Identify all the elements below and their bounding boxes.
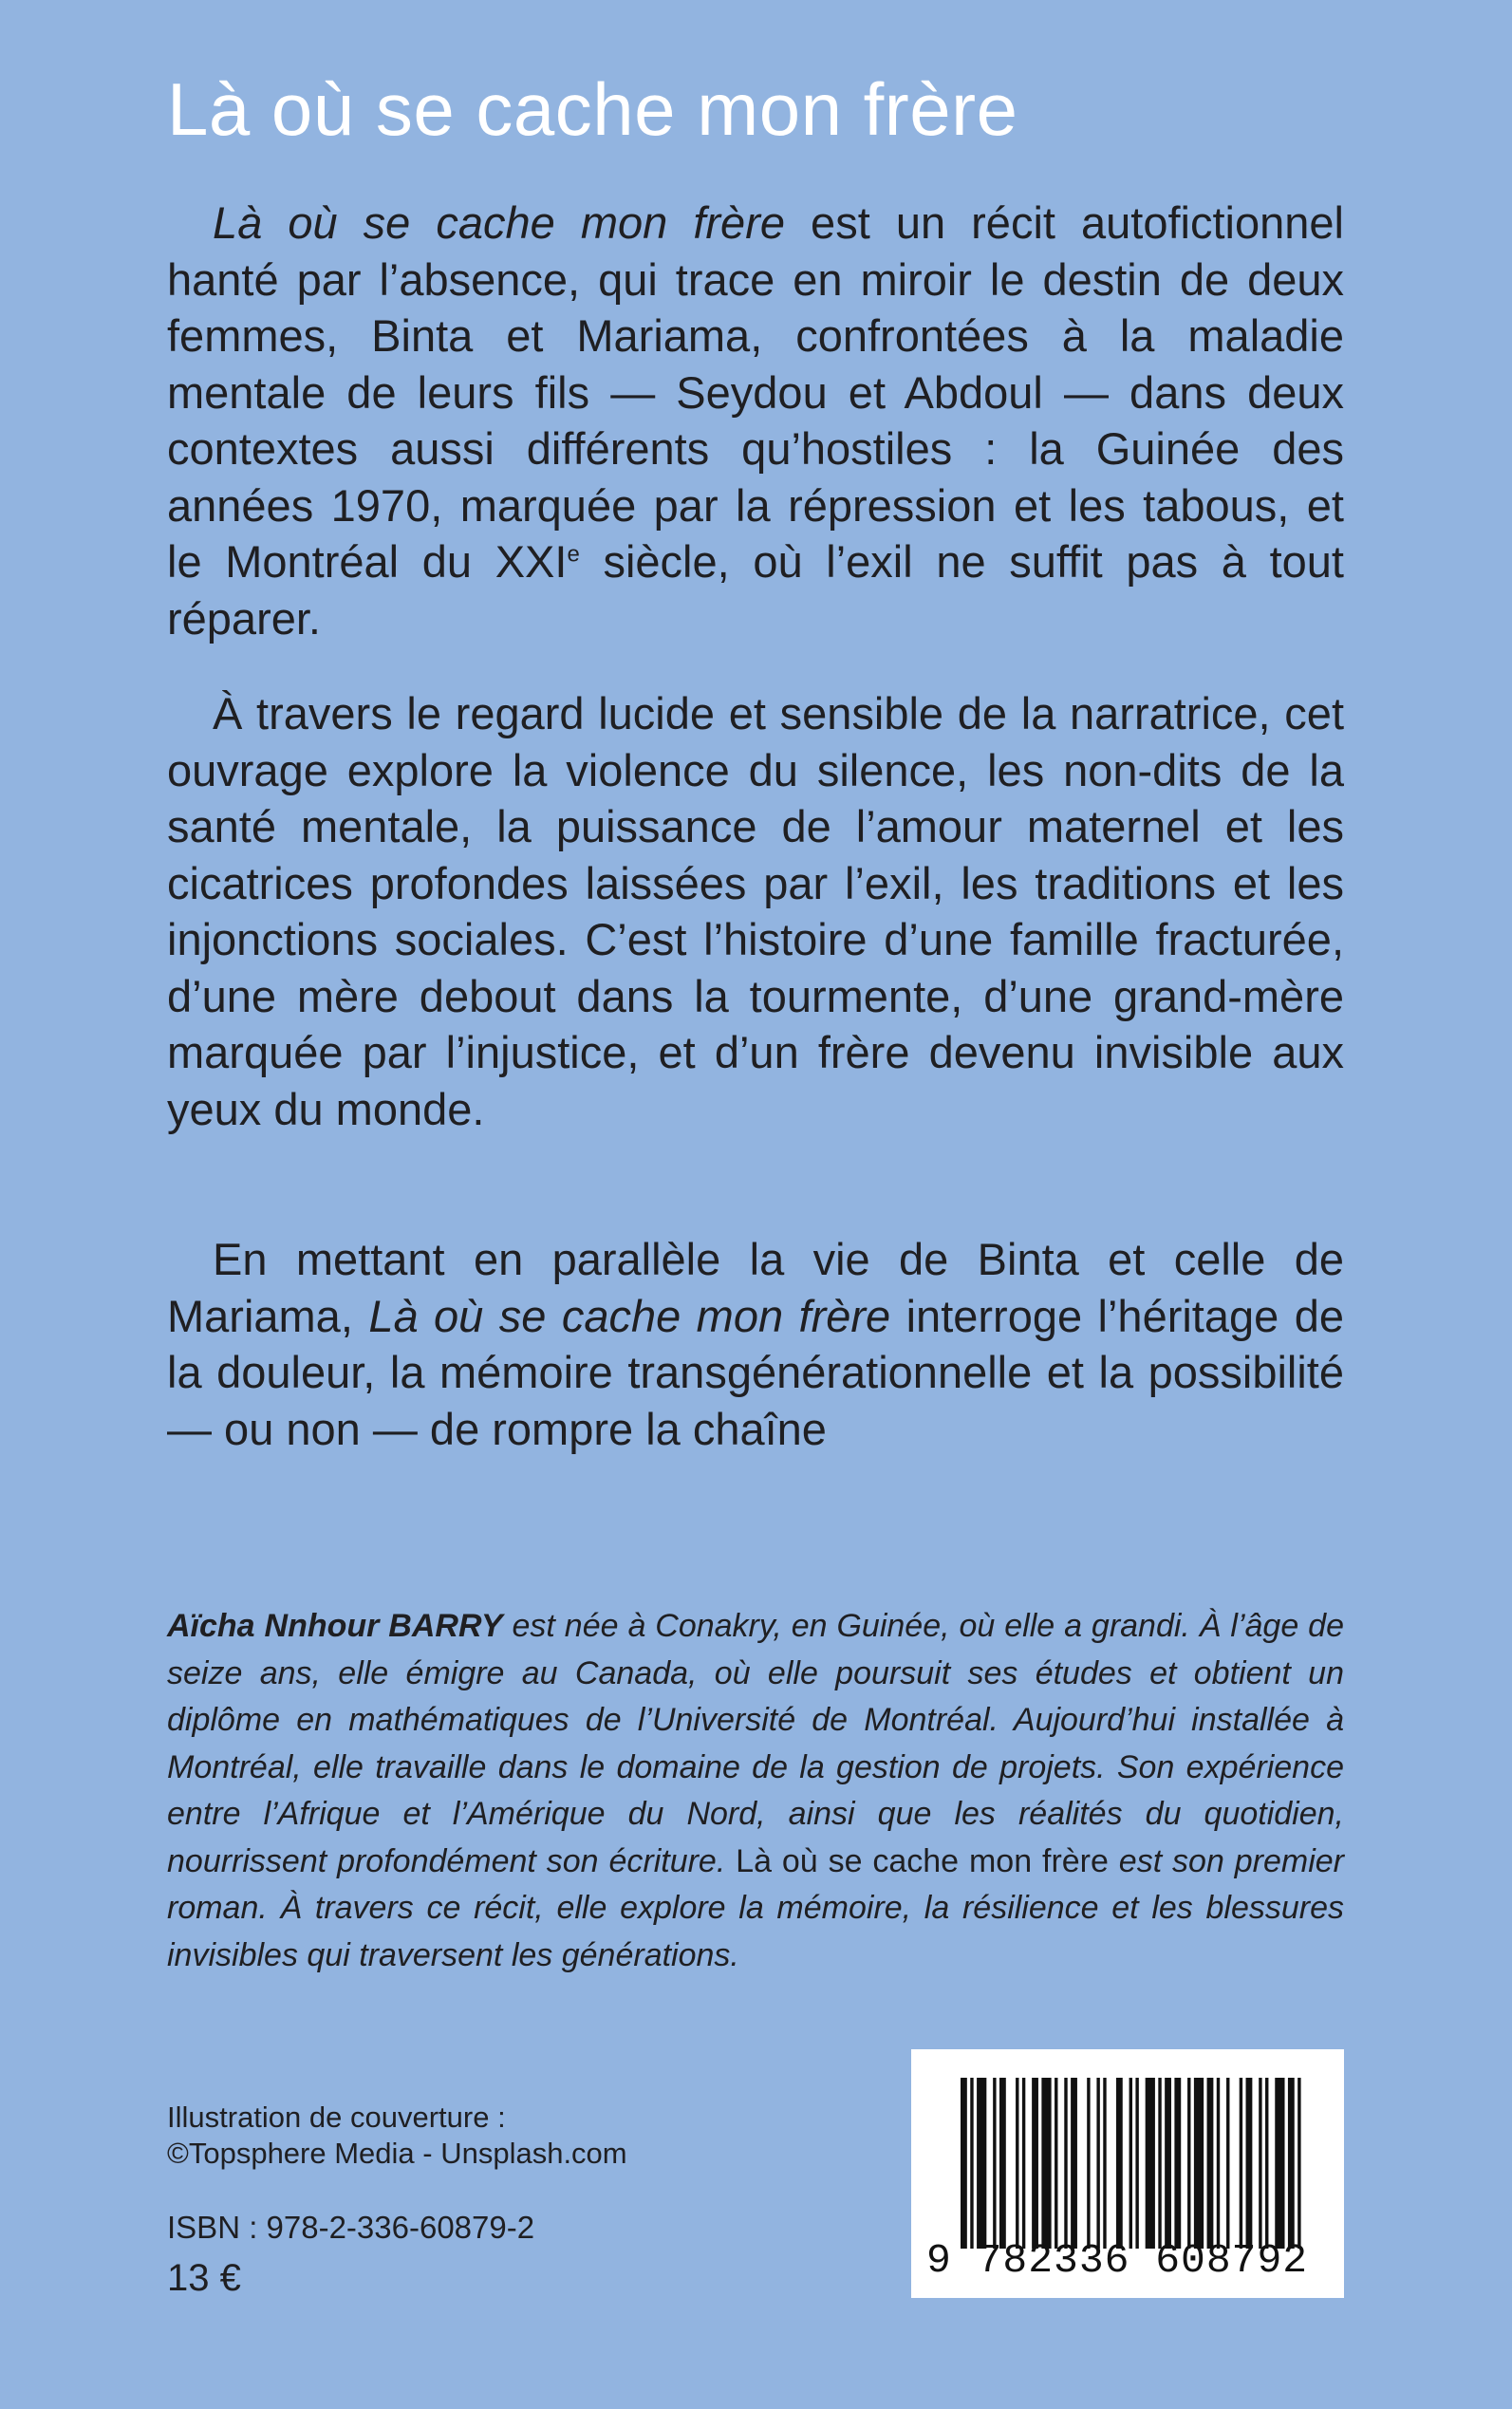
century-superscript: e — [567, 541, 580, 568]
description-paragraph-3 — [167, 1231, 1344, 1457]
barcode-bar — [977, 2078, 986, 2249]
barcode-bar — [970, 2078, 973, 2249]
book-title: Là où se cache mon frère — [167, 67, 1018, 151]
barcode-bar — [1246, 2078, 1253, 2249]
barcode-bar — [1055, 2078, 1057, 2249]
barcode-bar — [993, 2078, 996, 2249]
author-bio-text-2: est son premier roman. À travers ce récit, elle explore la mémoire, la résilience et les blessures invisibles qui traversent les générations. — [167, 1842, 1344, 1973]
barcode-bar — [1016, 2078, 1018, 2249]
barcode-bar — [1275, 2078, 1284, 2249]
barcode-bar — [1071, 2078, 1077, 2249]
barcode-bar — [1041, 2078, 1051, 2249]
barcode-digits: 9 782336 608792 — [926, 2237, 1309, 2284]
barcode-bar — [1217, 2078, 1220, 2249]
author-bio — [167, 1603, 1344, 1979]
barcode-bar — [1265, 2078, 1268, 2249]
description-paragraph-1 — [167, 195, 1344, 646]
barcode-bar — [1187, 2078, 1190, 2249]
isbn: ISBN : 978-2-336-60879-2 — [167, 2210, 535, 2245]
credit-line-2: ©Topsphere Media - Unsplash.com — [167, 2137, 627, 2170]
barcode-bar — [1194, 2078, 1204, 2249]
description-paragraph-2: À travers le regard lucide et sensible de la narratrice, cet ouvrage explore la violence du silence, les non-dits de la santé mentale, la puissance de l’amour maternel et les cicatrices profondes laissées par l’exil, les traditions et les injonctions sociales. C’est l’histoire d’une famille fracturée, d’une mère debout dans la tourmente, d’une grand-mère marquée par l’injustice, et d’un frère devenu invisible aux yeux du monde. — [167, 688, 1344, 1134]
barcode-bar — [1064, 2078, 1067, 2249]
author-name: Aïcha Nnhour BARRY — [167, 1608, 503, 1644]
barcode-bars — [961, 2078, 1304, 2249]
barcode-bar — [1288, 2078, 1295, 2249]
paragraph-3-start: En mettant en parallèle la vie de Binta et celle de Mariama, — [167, 1234, 1344, 1341]
paragraph-3-text: interroge l’héritage de la douleur, la mémoire transgénérationnelle et la possibilité — ou non — de rompre la chaîne — [167, 1290, 1344, 1454]
book-title-italic-2: Là où se cache mon frère — [368, 1290, 891, 1341]
paragraph-1-text: est un récit autofictionnel hanté par l’absence, qui trace en miroir le destin de deux femmes, Binta et Mariama, confrontées à la maladie mentale de leurs fils — Seydou et Abdoul — dans deux contextes aussi différents qu’hostiles : la Guinée des années 1970, marquée par la répression et les tabous, et le Montréal du XXI — [167, 197, 1344, 587]
barcode-bar — [999, 2078, 1006, 2249]
author-bio-book-title: Là où se cache mon frère — [736, 1842, 1109, 1879]
barcode — [911, 2049, 1344, 2298]
barcode-bar — [1207, 2078, 1214, 2249]
barcode-bar — [1129, 2078, 1132, 2249]
credit-line-1: Illustration de couverture : — [167, 2101, 506, 2134]
barcode-bar — [1174, 2078, 1181, 2249]
barcode-bar — [1297, 2078, 1300, 2249]
barcode-bar — [961, 2078, 967, 2249]
paragraph-1-end: siècle, où l’exil ne suffit pas à tout réparer. — [167, 536, 1344, 644]
book-title-italic: Là où se cache mon frère — [213, 197, 785, 248]
barcode-bar — [1103, 2078, 1106, 2249]
barcode-bar — [1022, 2078, 1025, 2249]
barcode-bar — [1158, 2078, 1161, 2249]
barcode-bar — [1146, 2078, 1155, 2249]
barcode-bar — [1226, 2078, 1229, 2249]
barcode-bar — [1259, 2078, 1261, 2249]
illustration-credit — [167, 2100, 627, 2172]
barcode-bar — [1032, 2078, 1038, 2249]
barcode-bar — [1116, 2078, 1123, 2249]
barcode-bar — [1096, 2078, 1099, 2249]
barcode-bar — [1135, 2078, 1138, 2249]
barcode-bar — [1165, 2078, 1171, 2249]
author-bio-text-1: est née à Conakry, en Guinée, où elle a grandi. À l’âge de seize ans, elle émigre au Canada, où elle poursuit ses études et obtient un diplôme en mathématiques de l’Université de Montréal. Aujourd’hui installée à Montréal, elle travaille dans le domaine de la gestion de projets. Son expérience entre l’Afrique et l’Amérique du Nord, ainsi que les réalités du quotidien, nourrissent profondément son écriture. — [167, 1608, 1344, 1879]
price: 13 € — [167, 2257, 241, 2299]
barcode-bar — [1240, 2078, 1242, 2249]
barcode-bar — [1087, 2078, 1090, 2249]
